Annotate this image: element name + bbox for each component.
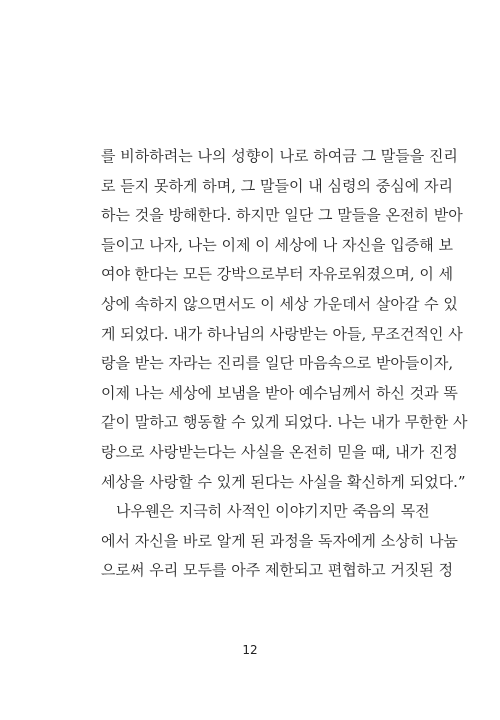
text-line: 에서 자신을 바로 알게 된 과정을 독자에게 소상히 나눔 — [101, 531, 458, 550]
paragraph-1 — [101, 142, 468, 497]
text-line: 랑을 받는 자라는 진리를 일단 마음속으로 받아들이자, — [101, 354, 454, 373]
text-line: 랑으로 사랑받는다는 사실을 온전히 믿을 때, 내가 진정 — [101, 442, 458, 461]
text-line: 하는 것을 방해한다. 하지만 일단 그 말들을 온전히 받아 — [101, 206, 463, 225]
text-line: 를 비하하려는 나의 성향이 나로 하여금 그 말들을 진리 — [101, 147, 458, 165]
text-line: 세상을 사랑할 수 있게 된다는 사실을 확신하게 되었다.” — [101, 472, 466, 491]
page-number: 12 — [242, 643, 258, 657]
text-line: 로 듣지 못하게 하며, 그 말들이 내 심령의 중심에 자리 — [101, 176, 453, 195]
body-text — [101, 142, 468, 586]
text-line: 이제 나는 세상에 보냄을 받아 예수님께서 하신 것과 똑 — [101, 383, 458, 402]
text-line: 으로써 우리 모두를 아주 제한되고 편협하고 거짓된 정 — [101, 561, 454, 580]
text-line: 같이 말하고 행동할 수 있게 되었다. 나는 내가 무한한 사 — [101, 413, 468, 432]
text-line: 나우웬은 지극히 사적인 이야기지만 죽음의 목전 — [116, 502, 430, 521]
text-line: 상에 속하지 않으면서도 이 세상 가운데서 살아갈 수 있 — [101, 294, 458, 313]
paragraph-2 — [101, 497, 458, 586]
text-line: 들이고 나자, 나는 이제 이 세상에 나 자신을 입증해 보 — [101, 235, 453, 254]
text-line: 게 되었다. 내가 하나님의 사랑받는 아들, 무조건적인 사 — [101, 324, 463, 343]
text-line: 여야 한다는 모든 강박으로부터 자유로워졌으며, 이 세 — [101, 265, 454, 284]
